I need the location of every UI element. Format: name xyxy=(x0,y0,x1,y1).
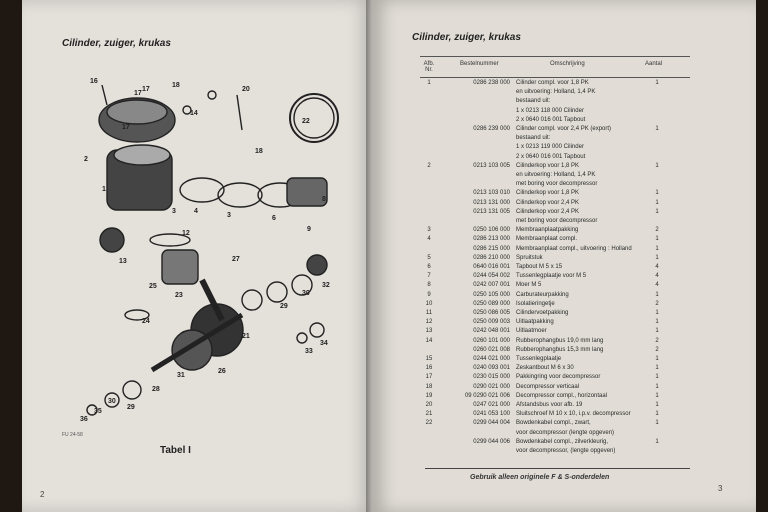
table-row xyxy=(420,218,690,226)
row-omschrijving: Isolatieringetje xyxy=(516,300,555,307)
row-bestelnummer: 09 0290 021 006 xyxy=(464,392,510,399)
header-aantal: Aantal xyxy=(645,61,663,67)
part-label: 21 xyxy=(242,333,250,340)
part-label: 1 xyxy=(102,186,106,193)
row-bestelnummer: 0250 105 000 xyxy=(473,291,510,298)
row-omschrijving: 1 x 0213 119 000 Cilinder xyxy=(516,144,584,151)
exploded-parts-diagram xyxy=(52,60,352,440)
row-nr: 5 xyxy=(427,254,431,261)
table-row xyxy=(420,301,690,309)
row-omschrijving: bestaand uit: xyxy=(516,98,551,105)
part-label: 17 xyxy=(122,124,130,131)
row-bestelnummer: 0213 131 000 xyxy=(473,199,510,206)
row-omschrijving: voor decompressor, (lengte opgeven) xyxy=(516,448,616,454)
table-row xyxy=(420,439,690,447)
row-aantal: 1 xyxy=(655,199,659,206)
part-label: 28 xyxy=(152,386,160,393)
row-nr: 14 xyxy=(425,337,433,344)
row-omschrijving: met boring voor decompressor xyxy=(516,218,598,224)
row-nr: 11 xyxy=(425,310,433,316)
row-aantal: 1 xyxy=(655,420,659,427)
row-bestelnummer: 0250 089 000 xyxy=(473,300,510,307)
row-bestelnummer: 0213 103 010 xyxy=(473,190,510,197)
row-omschrijving: Membraanplaatpakking xyxy=(516,227,579,234)
row-aantal: 1 xyxy=(655,162,659,169)
row-aantal: 1 xyxy=(655,392,659,399)
part-label: 18 xyxy=(172,82,180,89)
part-label: 16 xyxy=(90,78,98,85)
row-aantal: 1 xyxy=(655,356,659,362)
row-bestelnummer: 0244 021 000 xyxy=(473,356,510,362)
part-label: 8 xyxy=(322,196,326,203)
row-omschrijving: Cilinderkop voor 1,8 PK xyxy=(516,162,580,169)
row-bestelnummer: 0247 021 000 xyxy=(473,402,510,408)
row-nr: 13 xyxy=(425,328,433,335)
header-nr: Afb. Nr. xyxy=(423,61,435,73)
row-omschrijving: Sluitschroef M 10 x 10, i.p.v. decompressor xyxy=(516,411,631,418)
row-bestelnummer: 0230 015 000 xyxy=(473,374,510,381)
part-label: 23 xyxy=(175,292,183,299)
row-omschrijving: Pakkingring voor decompressor xyxy=(516,374,601,381)
row-aantal: 2 xyxy=(655,300,659,307)
row-bestelnummer: 0286 239 000 xyxy=(473,126,510,132)
row-omschrijving: Moer M 5 xyxy=(516,282,542,289)
row-aantal: 1 xyxy=(655,291,659,298)
row-aantal: 1 xyxy=(655,374,659,381)
row-omschrijving: Cilindervoetpakking xyxy=(516,310,569,316)
table-row xyxy=(420,420,690,428)
row-omschrijving: Tussenlegplaatje xyxy=(516,356,562,362)
table-row xyxy=(420,328,690,336)
part-label: 9 xyxy=(307,226,311,233)
part-label: 2 xyxy=(84,156,88,163)
part-label: 20 xyxy=(242,86,250,93)
table-row xyxy=(420,117,690,125)
table-row xyxy=(420,200,690,208)
right-page-title: Cilinder, zuiger, krukas xyxy=(412,32,521,43)
row-nr: 16 xyxy=(425,365,433,372)
row-bestelnummer: 0290 021 000 xyxy=(473,383,510,390)
row-omschrijving: Bowdenkabel compl., zwart, xyxy=(516,420,591,427)
part-label: 3 xyxy=(227,212,231,219)
row-omschrijving: Membraanplaat compl. xyxy=(516,236,578,243)
row-nr: 18 xyxy=(425,383,433,390)
part-label: 27 xyxy=(232,256,240,263)
header-omschrijving: Omschrijving xyxy=(550,61,585,67)
table-row xyxy=(420,126,690,134)
row-omschrijving: Membraanplaat compl., uitvoering : Holland xyxy=(516,245,632,252)
row-nr: 3 xyxy=(427,227,431,234)
table-row xyxy=(420,292,690,300)
row-omschrijving: bestaand uit: xyxy=(516,135,551,142)
part-label: 17 xyxy=(134,90,142,97)
table-row xyxy=(420,411,690,419)
table-row xyxy=(420,402,690,410)
part-label: 33 xyxy=(305,348,313,355)
table-row xyxy=(420,282,690,290)
row-bestelnummer: 0286 213 000 xyxy=(473,236,510,243)
row-omschrijving: Uitlaatpakking xyxy=(516,319,554,326)
page-number-right: 3 xyxy=(718,484,723,493)
row-omschrijving: 1 x 0213 118 000 Cilinder xyxy=(516,107,584,114)
row-omschrijving: voor decompressor (lengte opgeven) xyxy=(516,429,615,436)
row-nr: 4 xyxy=(427,236,431,243)
part-label: 29 xyxy=(127,404,135,411)
row-aantal: 1 xyxy=(655,438,659,445)
table-row xyxy=(420,338,690,346)
table-row xyxy=(420,430,690,438)
header-bestelnummer: Bestelnummer xyxy=(460,61,499,67)
left-page-title: Cilinder, zuiger, krukas xyxy=(62,38,171,49)
row-aantal: 1 xyxy=(655,383,659,390)
table-row xyxy=(420,209,690,217)
table-row xyxy=(420,181,690,189)
row-bestelnummer: 0242 048 001 xyxy=(473,328,510,335)
row-omschrijving: Cilinder compl. voor 1,8 PK xyxy=(516,80,589,86)
table-caption: Tabel I xyxy=(160,445,191,456)
part-label: 30 xyxy=(302,290,310,297)
row-aantal: 4 xyxy=(655,264,659,270)
row-omschrijving: Cilinder compl. voor 2,4 PK (export) xyxy=(516,126,612,132)
part-label: 26 xyxy=(218,368,226,375)
footer-note: Gebruik alleen originele F & S-onderdelen xyxy=(470,474,610,481)
part-label: 35 xyxy=(94,408,102,415)
part-label: 34 xyxy=(320,340,328,347)
row-omschrijving: en uitvoering: Holland, 1,4 PK xyxy=(516,89,596,96)
row-aantal: 1 xyxy=(655,310,659,316)
row-omschrijving: 2 x 0640 016 001 Tapbout xyxy=(516,116,586,123)
table-row xyxy=(420,374,690,382)
row-bestelnummer: 0250 086 005 xyxy=(473,310,510,316)
table-row xyxy=(420,347,690,355)
table-row xyxy=(420,246,690,254)
row-omschrijving: Cilinderkop voor 1,8 PK xyxy=(516,190,580,197)
table-row xyxy=(420,108,690,116)
table-row xyxy=(420,144,690,152)
row-nr: 7 xyxy=(427,273,431,280)
part-label: 32 xyxy=(322,282,330,289)
row-aantal: 1 xyxy=(655,190,659,197)
table-row xyxy=(420,310,690,318)
page-number-left: 2 xyxy=(40,490,45,499)
part-label: 25 xyxy=(149,283,157,290)
row-bestelnummer: 0213 131 005 xyxy=(473,208,510,215)
table-row xyxy=(420,264,690,272)
table-row xyxy=(420,80,690,88)
table-row xyxy=(420,384,690,392)
row-bestelnummer: 0286 210 000 xyxy=(473,254,510,261)
row-omschrijving: Rubberophangbus 15,3 mm lang xyxy=(516,346,604,353)
row-bestelnummer: 0250 009 003 xyxy=(473,319,510,326)
row-nr: 15 xyxy=(425,356,433,362)
row-nr: 1 xyxy=(427,80,431,86)
part-label: 6 xyxy=(272,215,276,222)
row-omschrijving: Spruitstuk xyxy=(516,254,543,261)
table-row xyxy=(420,393,690,401)
row-aantal: 1 xyxy=(655,328,659,335)
row-bestelnummer: 0640 016 001 xyxy=(473,264,510,270)
row-omschrijving: Decompressor verticaal xyxy=(516,383,580,390)
table-row xyxy=(420,89,690,97)
table-row xyxy=(420,319,690,327)
row-nr: 12 xyxy=(425,319,433,326)
row-omschrijving: Zeskantbout M 6 x 30 xyxy=(516,365,574,372)
part-label: 17 xyxy=(142,86,150,93)
part-label: 12 xyxy=(182,230,190,237)
row-aantal: 1 xyxy=(655,126,659,132)
row-nr: 8 xyxy=(427,282,431,289)
row-nr: 6 xyxy=(427,264,431,270)
part-label: 31 xyxy=(177,372,185,379)
row-nr: 17 xyxy=(425,374,433,381)
row-bestelnummer: 0213 103 005 xyxy=(473,162,510,169)
row-omschrijving: Uitlaatmoer xyxy=(516,328,547,335)
part-label: 18 xyxy=(255,148,263,155)
row-omschrijving: Cilinderkop voor 2,4 PK xyxy=(516,208,580,215)
table-row xyxy=(420,365,690,373)
part-label: 29 xyxy=(280,303,288,310)
table-row xyxy=(420,356,690,364)
row-omschrijving: 2 x 0640 016 001 Tapbout xyxy=(516,153,586,160)
row-omschrijving: Rubberophangbus 19,0 mm lang xyxy=(516,337,604,344)
part-label: 3 xyxy=(172,208,176,215)
row-nr: 19 xyxy=(425,392,433,399)
table-row xyxy=(420,163,690,171)
row-aantal: 4 xyxy=(655,273,659,280)
row-omschrijving: Carburateurpakking xyxy=(516,291,569,298)
row-omschrijving: met boring voor decompressor xyxy=(516,181,598,188)
row-aantal: 4 xyxy=(655,282,659,289)
part-label: 24 xyxy=(142,318,150,325)
table-row xyxy=(420,135,690,143)
row-aantal: 2 xyxy=(655,227,659,234)
row-aantal: 1 xyxy=(655,365,659,372)
left-page xyxy=(22,0,372,512)
table-row xyxy=(420,273,690,281)
row-nr: 10 xyxy=(425,300,433,307)
part-label: 36 xyxy=(80,416,88,423)
table-row xyxy=(420,448,690,456)
row-bestelnummer: 0286 238 000 xyxy=(473,80,510,86)
part-label: 22 xyxy=(302,118,310,125)
row-aantal: 1 xyxy=(655,402,659,408)
row-aantal: 1 xyxy=(655,411,659,418)
row-aantal: 2 xyxy=(655,346,659,353)
row-aantal: 1 xyxy=(655,80,659,86)
row-aantal: 1 xyxy=(655,236,659,243)
row-nr: 20 xyxy=(425,402,433,408)
row-aantal: 1 xyxy=(655,208,659,215)
table-row xyxy=(420,172,690,180)
table-header xyxy=(420,56,690,78)
figure-code: FU 24-58 xyxy=(62,432,83,438)
row-bestelnummer: 0242 007 001 xyxy=(473,282,510,289)
table-row xyxy=(420,255,690,263)
table-row xyxy=(420,227,690,235)
row-bestelnummer: 0241 053 100 xyxy=(473,411,510,418)
table-row xyxy=(420,190,690,198)
part-label: 4 xyxy=(194,208,198,215)
part-label: 30 xyxy=(108,398,116,405)
row-bestelnummer: 0244 054 002 xyxy=(473,273,510,280)
row-nr: 9 xyxy=(427,291,431,298)
table-row xyxy=(420,154,690,162)
row-omschrijving: Decompressor compl., horizontaal xyxy=(516,392,608,399)
row-bestelnummer: 0240 093 001 xyxy=(473,365,510,372)
table-row xyxy=(420,98,690,106)
row-omschrijving: Tussenlegplaatje voor M 5 xyxy=(516,273,587,280)
row-aantal: 2 xyxy=(655,337,659,344)
part-label: 14 xyxy=(190,110,198,117)
table-row xyxy=(420,236,690,244)
row-omschrijving: Afstandsbus voor afb. 19 xyxy=(516,402,583,408)
row-nr: 21 xyxy=(425,411,433,418)
row-omschrijving: Tapbout M 5 x 15 xyxy=(516,264,563,270)
row-omschrijving: en uitvoering: Holland, 1,4 PK xyxy=(516,172,596,178)
row-bestelnummer: 0286 215 000 xyxy=(473,245,510,252)
row-aantal: 1 xyxy=(655,254,659,261)
row-bestelnummer: 0299 044 006 xyxy=(473,438,510,445)
footer-rule xyxy=(425,468,690,469)
row-bestelnummer: 0260 021 008 xyxy=(473,346,510,353)
row-bestelnummer: 0299 044 004 xyxy=(473,420,510,427)
row-bestelnummer: 0250 106 000 xyxy=(473,227,510,234)
row-aantal: 1 xyxy=(655,319,659,326)
part-label: 13 xyxy=(119,258,127,265)
row-omschrijving: Cilinderkop voor 2,4 PK xyxy=(516,199,580,206)
row-nr: 22 xyxy=(425,420,433,427)
row-aantal: 1 xyxy=(655,245,659,252)
row-omschrijving: Bowdenkabel compl., zilverkleurig, xyxy=(516,438,609,445)
row-nr: 2 xyxy=(427,162,431,169)
row-bestelnummer: 0260 101 000 xyxy=(473,337,510,344)
